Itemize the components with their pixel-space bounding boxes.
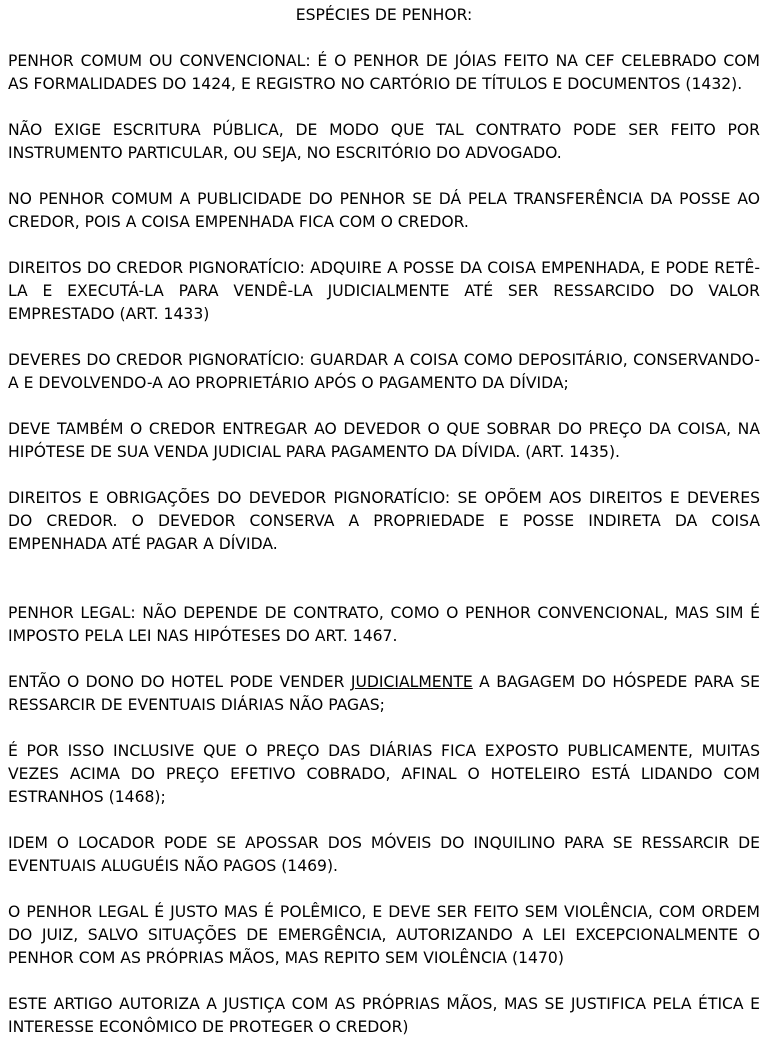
paragraph-locador: IDEM O LOCADOR PODE SE APOSSAR DOS MÓVEIS DO INQUILINO PARA SE RESSARCIR DE EVENTUAIS ALUGUÉIS NÃO PAGOS (1469).: [8, 834, 760, 875]
paragraph-justica: ESTE ARTIGO AUTORIZA A JUSTIÇA COM AS PRÓPRIAS MÃOS, MAS SE JUSTIFICA PELA ÉTICA E INTERESSE ECONÔMICO DE PROTEGER O CREDOR): [8, 995, 760, 1036]
paragraph-escritura: NÃO EXIGE ESCRITURA PÚBLICA, DE MODO QUE TAL CONTRATO PODE SER FEITO POR INSTRUMENTO PARTICULAR, OU SEJA, NO ESCRITÓRIO DO ADVOGADO.: [8, 121, 760, 162]
paragraph-direitos-credor: DIREITOS DO CREDOR PIGNORATÍCIO: ADQUIRE A POSSE DA COISA EMPENHADA, E PODE RETÊ-LA E EXECUTÁ-LA PARA VENDÊ-LA JUDICIALMENTE ATÉ SER RESSARCIDO DO VALOR EMPRESTADO (ART. 1433): [8, 259, 760, 323]
paragraph-hotel: [8, 671, 760, 717]
paragraph-precos-diarias: É POR ISSO INCLUSIVE QUE O PREÇO DAS DIÁRIAS FICA EXPOSTO PUBLICAMENTE, MUITAS VEZES ACIMA DO PREÇO EFETIVO COBRADO, AFINAL O HOTELEIRO ESTÁ LIDANDO COM ESTRANHOS (1468);: [8, 742, 760, 806]
hotel-text-after: A BAGAGEM DO HÓSPEDE PARA SE RESSARCIR DE EVENTUAIS DIÁRIAS NÃO PAGAS;: [8, 673, 760, 714]
hotel-text-before: ENTÃO O DONO DO HOTEL PODE VENDER: [8, 673, 351, 691]
paragraph-polemico: O PENHOR LEGAL É JUSTO MAS É POLÊMICO, E DEVE SER FEITO SEM VIOLÊNCIA, COM ORDEM DO JUIZ, SALVO SITUAÇÕES DE EMERGÊNCIA, AUTORIZANDO A LEI EXCEPCIONALMENTE O PENHOR COM AS PRÓPRIAS MÃOS, MAS REPITO SEM VIOLÊNCIA (1470): [8, 903, 760, 967]
document-page: [8, 4, 760, 1062]
paragraph-penhor-comum: PENHOR COMUM OU CONVENCIONAL: É O PENHOR DE JÓIAS FEITO NA CEF CELEBRADO COM AS FORMALIDADES DO 1424, E REGISTRO NO CARTÓRIO DE TÍTULOS E DOCUMENTOS (1432).: [8, 52, 760, 93]
paragraph-penhor-legal: PENHOR LEGAL: NÃO DEPENDE DE CONTRATO, COMO O PENHOR CONVENCIONAL, MAS SIM É IMPOSTO PELA LEI NAS HIPÓTESES DO ART. 1467.: [8, 604, 760, 645]
paragraph-devedor: DIREITOS E OBRIGAÇÕES DO DEVEDOR PIGNORATÍCIO: SE OPÕEM AOS DIREITOS E DEVERES DO CREDOR. O DEVEDOR CONSERVA A PROPRIEDADE E POSSE INDIRETA DA COISA EMPENHADA ATÉ PAGAR A DÍVIDA.: [8, 489, 760, 553]
paragraph-publicidade: NO PENHOR COMUM A PUBLICIDADE DO PENHOR SE DÁ PELA TRANSFERÊNCIA DA POSSE AO CREDOR, POIS A COISA EMPENHADA FICA COM O CREDOR.: [8, 190, 760, 231]
document-title: ESPÉCIES DE PENHOR:: [295, 6, 473, 24]
paragraph-deveres-credor: DEVERES DO CREDOR PIGNORATÍCIO: GUARDAR A COISA COMO DEPOSITÁRIO, CONSERVANDO-A E DEVOLVENDO-A AO PROPRIETÁRIO APÓS O PAGAMENTO DA DÍVIDA;: [8, 351, 760, 392]
paragraph-entregar-sobra: DEVE TAMBÉM O CREDOR ENTREGAR AO DEVEDOR O QUE SOBRAR DO PREÇO DA COISA, NA HIPÓTESE DE SUA VENDA JUDICIAL PARA PAGAMENTO DA DÍVIDA. (ART. 1435).: [8, 420, 760, 461]
underlined-word: JUDICIALMENTE: [350, 673, 473, 691]
